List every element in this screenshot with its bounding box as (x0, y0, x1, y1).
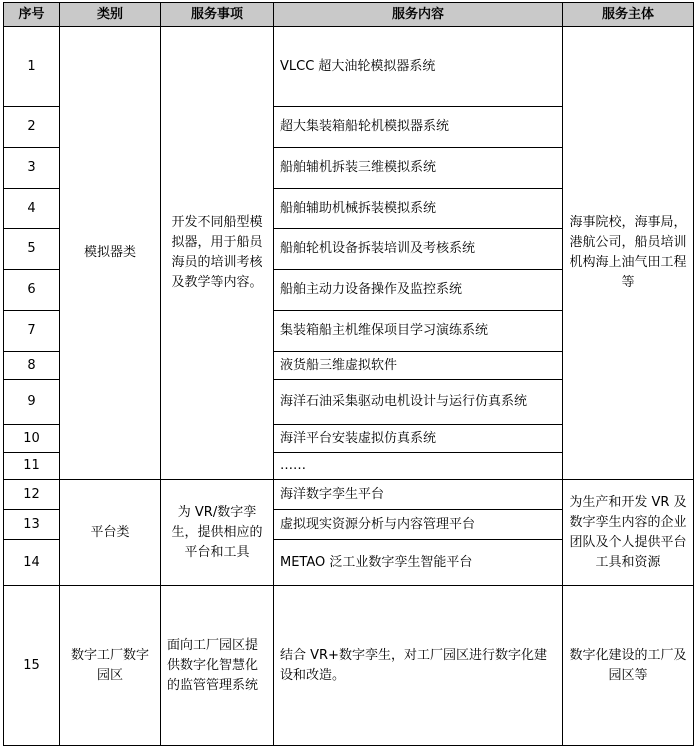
provider-factory: 数字化建设的工厂及园区等 (563, 586, 694, 746)
service-content: 船舶辅机拆装三维模拟系统 (274, 148, 563, 189)
provider-platform: 为生产和开发 VR 及数字孪生内容的企业团队及个人提供平台工具和资源 (563, 480, 694, 586)
row-number: 10 (4, 425, 60, 453)
service-content: VLCC 超大油轮模拟器系统 (274, 27, 563, 107)
header-no: 序号 (4, 3, 60, 27)
row-number: 9 (4, 380, 60, 425)
header-service-item: 服务事项 (161, 3, 274, 27)
service-table (3, 2, 694, 746)
category-factory: 数字工厂数字园区 (60, 586, 161, 746)
row-number: 1 (4, 27, 60, 107)
provider-simulator: 海事院校，海事局，港航公司，船员培训机构海上油气田工程等 (563, 27, 694, 480)
row-number: 15 (4, 586, 60, 746)
service-simulator: 开发不同船型模拟器，用于船员海员的培训考核及教学等内容。 (161, 27, 274, 480)
service-content: 液货船三维虚拟软件 (274, 352, 563, 380)
service-content: 集装箱船主机维保项目学习演练系统 (274, 311, 563, 352)
service-factory: 面向工厂园区提供数字化智慧化的监管管理系统 (161, 586, 274, 746)
header-category: 类别 (60, 3, 161, 27)
table-row (4, 27, 694, 107)
row-number: 8 (4, 352, 60, 380)
category-platform: 平台类 (60, 480, 161, 586)
header-row (4, 3, 694, 27)
service-content: 船舶辅助机械拆装模拟系统 (274, 189, 563, 229)
header-service-content: 服务内容 (274, 3, 563, 27)
row-number: 7 (4, 311, 60, 352)
service-content: METAO 泛工业数字孪生智能平台 (274, 540, 563, 586)
row-number: 2 (4, 107, 60, 148)
service-content: 船舶轮机设备拆装培训及考核系统 (274, 229, 563, 270)
service-content: 船舶主动力设备操作及监控系统 (274, 270, 563, 311)
service-content: 结合 VR+数字孪生，对工厂园区进行数字化建设和改造。 (274, 586, 563, 746)
category-simulator: 模拟器类 (60, 27, 161, 480)
header-service-provider: 服务主体 (563, 3, 694, 27)
row-number: 5 (4, 229, 60, 270)
row-number: 6 (4, 270, 60, 311)
service-content: 虚拟现实资源分析与内容管理平台 (274, 510, 563, 540)
row-number: 3 (4, 148, 60, 189)
row-number: 14 (4, 540, 60, 586)
row-number: 12 (4, 480, 60, 510)
service-platform: 为 VR/数字孪生，提供相应的平台和工具 (161, 480, 274, 586)
service-content: 超大集装箱船轮机模拟器系统 (274, 107, 563, 148)
service-content: …… (274, 453, 563, 480)
row-number: 11 (4, 453, 60, 480)
service-content: 海洋石油采集驱动电机设计与运行仿真系统 (274, 380, 563, 425)
service-content: 海洋平台安装虚拟仿真系统 (274, 425, 563, 453)
service-content: 海洋数字孪生平台 (274, 480, 563, 510)
table-row (4, 586, 694, 746)
row-number: 4 (4, 189, 60, 229)
table-row (4, 480, 694, 510)
row-number: 13 (4, 510, 60, 540)
